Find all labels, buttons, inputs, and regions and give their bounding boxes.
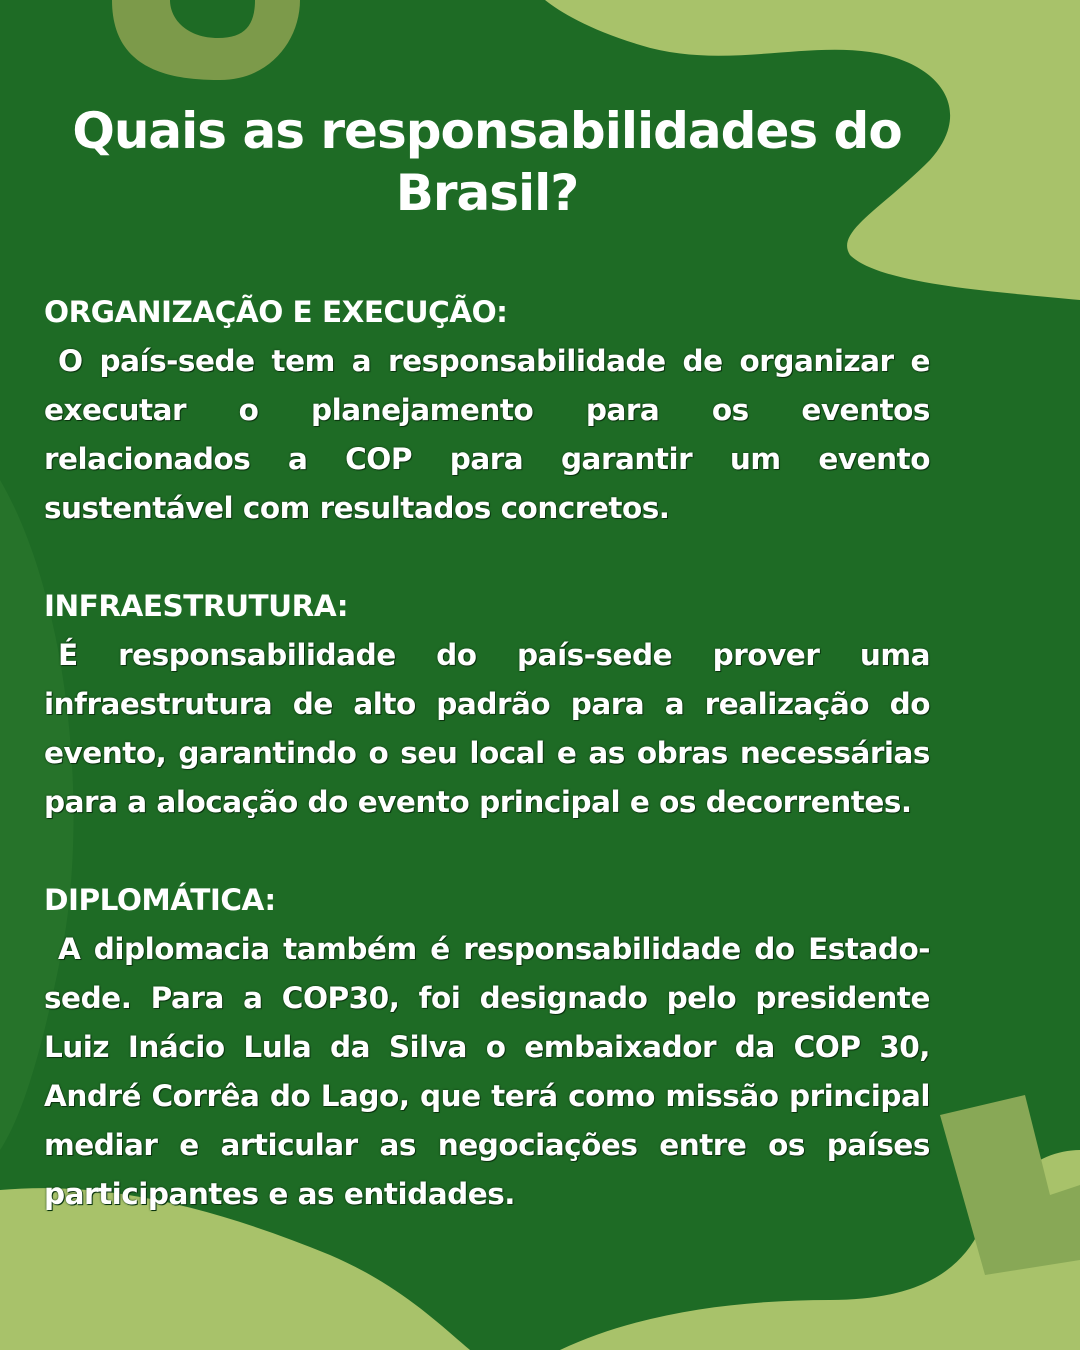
section-body: É responsabilidade do país-sede prover uma infraestrutura de alto padrão para a realização do evento, garantindo o seu local e as obras necessárias para a alocação do evento principal e os decorrentes. (44, 638, 930, 819)
page-title: Quais as responsabilidades do Brasil? (72, 102, 902, 222)
section-heading: DIPLOMÁTICA: (44, 883, 276, 917)
content-area (44, 100, 930, 1268)
section-heading: ORGANIZAÇÃO E EXECUÇÃO: (44, 295, 508, 329)
section-infraestrutura (44, 582, 930, 827)
section-diplomatica (44, 876, 930, 1219)
section-organizacao (44, 288, 930, 533)
section-heading: INFRAESTRUTURA: (44, 589, 349, 623)
section-body: O país-sede tem a responsabilidade de organizar e executar o planejamento para os eventos relacionados a COP para garantir um evento sustentável com resultados concretos. (44, 344, 930, 525)
ring-shape (112, 0, 300, 80)
section-body: A diplomacia também é responsabilidade do Estado-sede. Para a COP30, foi designado pelo presidente Luiz Inácio Lula da Silva o embaixador da COP 30, André Corrêa do Lago, que terá como missão principal mediar e articular as negociações entre os países participantes e as entidades. (44, 932, 930, 1211)
